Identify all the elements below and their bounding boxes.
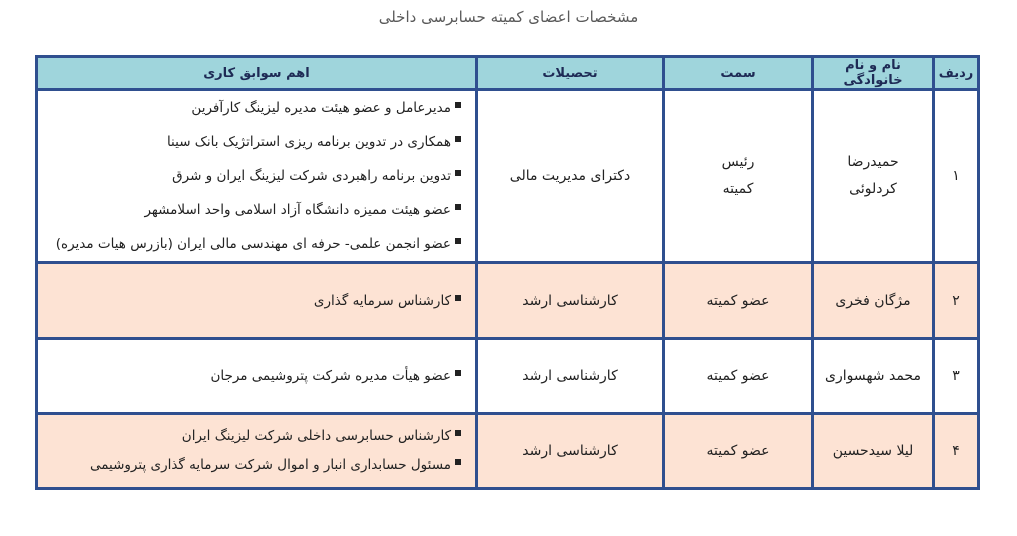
square-bullet-icon xyxy=(455,102,461,108)
row-index: ۱ xyxy=(935,91,977,261)
experience-item: کارشناس حسابرسی داخلی شرکت لیزینگ ایران xyxy=(46,422,461,451)
square-bullet-icon xyxy=(455,170,461,176)
square-bullet-icon xyxy=(455,204,461,210)
square-bullet-icon xyxy=(455,136,461,142)
row-education: کارشناسی ارشد xyxy=(478,340,662,412)
row-name xyxy=(814,91,932,261)
experience-item: تدوین برنامه راهبردی شرکت لیزینگ ایران و شرق xyxy=(46,159,461,193)
row-education: کارشناسی ارشد xyxy=(478,264,662,337)
header-index: ردیف xyxy=(935,58,977,88)
square-bullet-icon xyxy=(455,295,461,301)
row-position: عضو کمیته xyxy=(665,264,811,337)
header-position: سمت xyxy=(665,58,811,88)
row-experience xyxy=(38,340,475,412)
row-name: محمد شهسواری xyxy=(814,340,932,412)
row-index: ۴ xyxy=(935,415,977,487)
row-experience xyxy=(38,91,475,261)
row-education: کارشناسی ارشد xyxy=(478,415,662,487)
row-index: ۲ xyxy=(935,264,977,337)
position-line: کمیته xyxy=(722,181,754,197)
row-position: عضو کمیته xyxy=(665,415,811,487)
row-name: لیلا سیدحسین xyxy=(814,415,932,487)
experience-item: کارشناس سرمایه گذاری xyxy=(46,284,461,318)
square-bullet-icon xyxy=(455,430,461,436)
page-title: مشخصات اعضای کمیته حسابرسی داخلی xyxy=(378,8,639,26)
header-experience: اهم سوابق کاری xyxy=(38,58,475,88)
table-row xyxy=(38,91,977,261)
name-line: کردلوئی xyxy=(849,181,897,197)
square-bullet-icon xyxy=(455,459,461,465)
row-experience xyxy=(38,264,475,337)
experience-item: مدیرعامل و عضو هیئت مدیره لیزینگ کارآفرین xyxy=(46,91,461,125)
row-position: عضو کمیته xyxy=(665,340,811,412)
row-experience xyxy=(38,415,475,487)
square-bullet-icon xyxy=(455,370,461,376)
experience-item: عضو هیأت مدیره شرکت پتروشیمی مرجان xyxy=(46,359,461,393)
row-index: ۳ xyxy=(935,340,977,412)
table-row xyxy=(38,264,977,337)
row-name: مژگان فخری xyxy=(814,264,932,337)
experience-item: عضو هیئت ممیزه دانشگاه آزاد اسلامی واحد اسلامشهر xyxy=(46,193,461,227)
header-name: نام و نام خانوادگی xyxy=(814,58,932,88)
row-education: دکترای مدیریت مالی xyxy=(478,91,662,261)
name-line: حمیدرضا xyxy=(847,154,899,171)
experience-item: همکاری در تدوین برنامه ریزی استراتژیک بانک سینا xyxy=(46,125,461,159)
experience-item: عضو انجمن علمی- حرفه ای مهندسی مالی ایران (بازرس هیات مدیره) xyxy=(46,227,461,261)
square-bullet-icon xyxy=(455,238,461,244)
header-education: تحصیلات xyxy=(478,58,662,88)
experience-item: مسئول حسابداری انبار و اموال شرکت سرمایه گذاری پتروشیمی xyxy=(46,451,461,480)
header-row xyxy=(38,58,977,88)
table-row xyxy=(38,340,977,412)
position-line: رئیس xyxy=(721,154,755,171)
committee-members-table xyxy=(35,55,980,490)
table-row xyxy=(38,415,977,487)
row-position xyxy=(665,91,811,261)
